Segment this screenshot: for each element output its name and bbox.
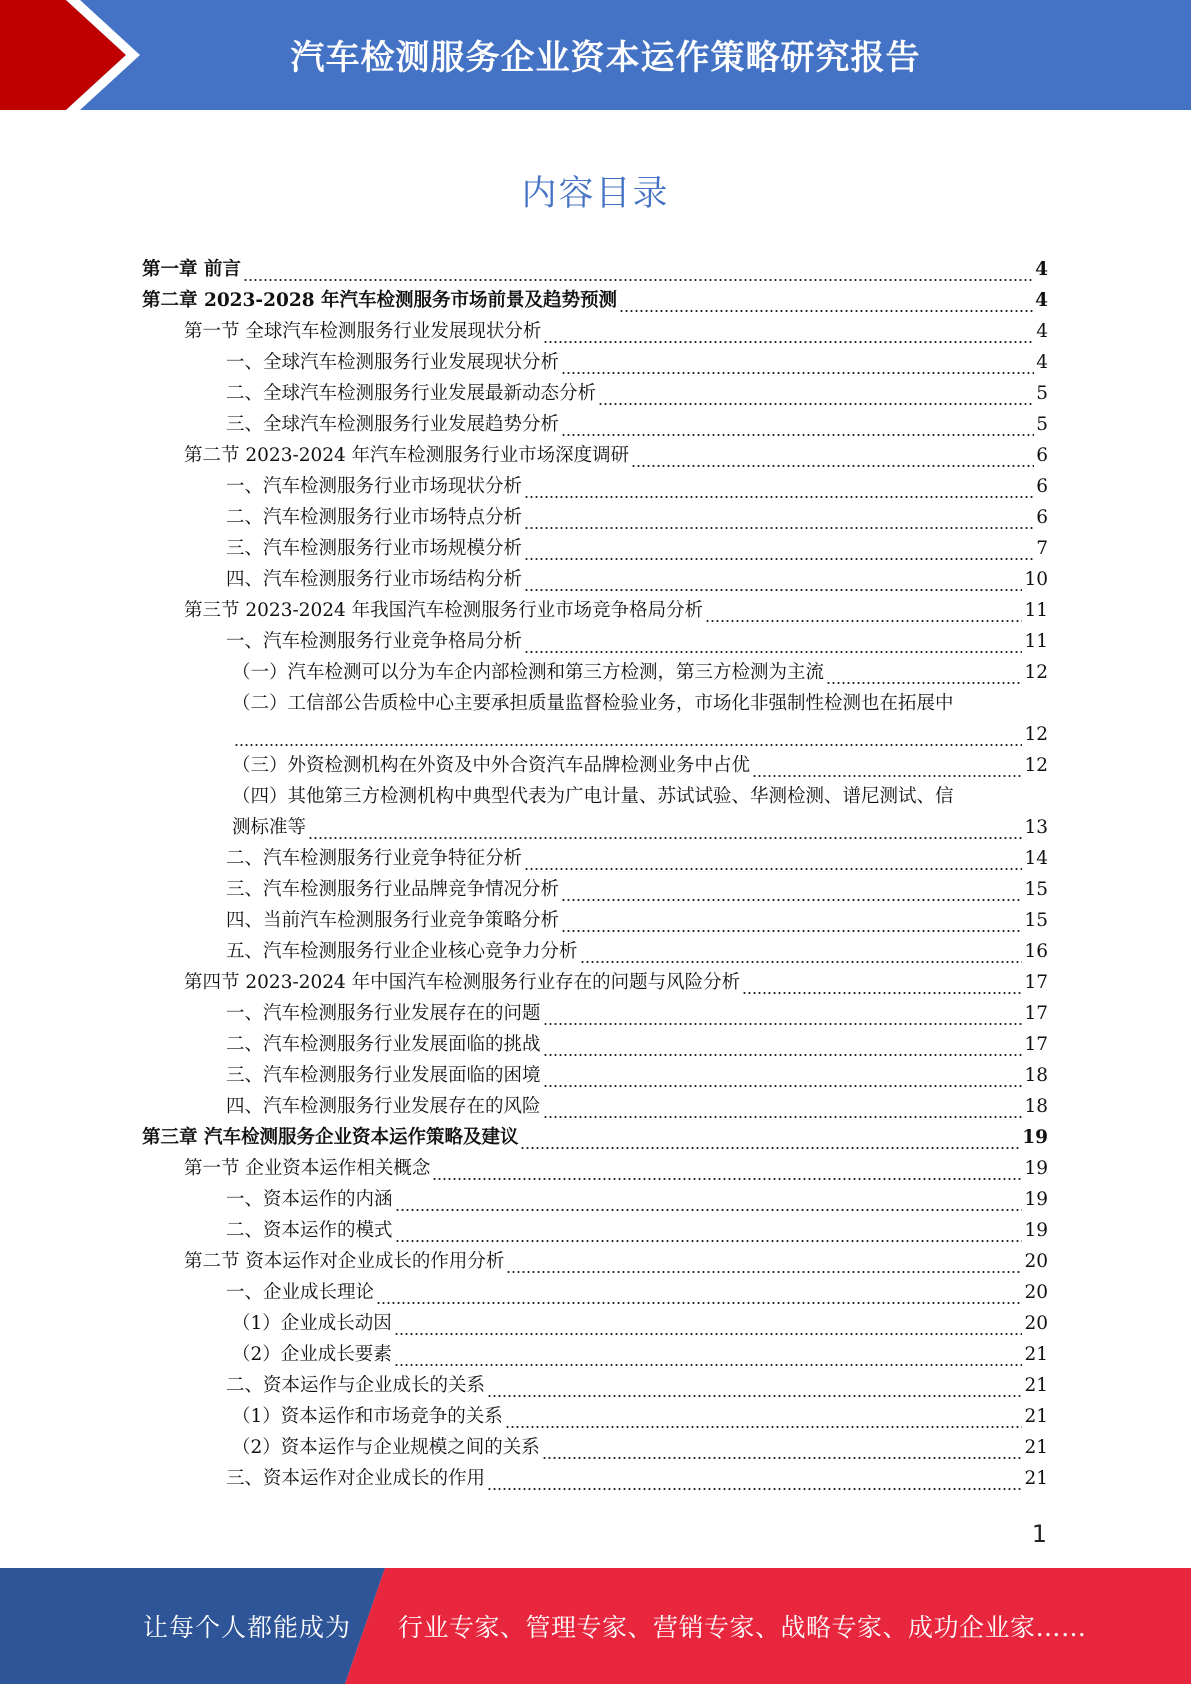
toc-entry[interactable] [142,719,1048,750]
toc-entry-title: （二）工信部公告质检中心主要承担质量监督检验业务，市场化非强制性检测也在拓展中 [232,693,954,714]
toc-page-number: 4 [1035,290,1048,311]
toc-entry-title: 二、汽车检测服务行业发展面临的挑战 [226,1034,541,1055]
toc-entry[interactable] [142,998,1048,1029]
toc-page-number: 18 [1024,1096,1048,1117]
toc-entry-title: （2）企业成长要素 [232,1344,392,1365]
toc-dot-leader [308,812,1022,843]
toc-entry-title: （2）资本运作与企业规模之间的关系 [232,1437,540,1458]
toc-page-number: 12 [1024,755,1048,776]
toc-entry-title: 二、汽车检测服务行业竞争特征分析 [226,848,523,869]
toc-entry[interactable] [142,1308,1048,1339]
toc-dot-leader [543,1091,1023,1122]
page-number: 1 [1031,1520,1047,1548]
toc-dot-leader [506,1246,1022,1277]
toc-page-number: 4 [1036,321,1048,342]
toc-entry-title: 第一节 全球汽车检测服务行业发展现状分析 [184,321,542,342]
toc-dot-leader [524,843,1022,874]
toc-dot-leader [742,967,1022,998]
toc-entry-title: 五、汽车检测服务行业企业核心竞争力分析 [226,941,578,962]
toc-dot-leader [394,1339,1023,1370]
toc-page-number: 19 [1024,1158,1048,1179]
toc-page-number: 17 [1024,1003,1048,1024]
toc-dot-leader [542,1432,1023,1463]
toc-entry-title: 二、资本运作的模式 [226,1220,393,1241]
toc-page-number: 4 [1036,352,1048,373]
toc-entry-title: 三、汽车检测服务行业品牌竞争情况分析 [226,879,560,900]
toc-entry-title: 三、资本运作对企业成长的作用 [226,1468,486,1489]
toc-page-number: 19 [1024,1189,1048,1210]
footer-slogan-left: 让每个人都能成为 [143,1613,352,1642]
toc-entry[interactable] [142,936,1048,967]
toc-dot-leader [520,1122,1020,1153]
toc-dot-leader [243,254,1033,285]
toc-page-number: 5 [1036,414,1048,435]
toc-entry[interactable] [142,1432,1048,1463]
toc-page-number: 6 [1036,445,1048,466]
toc-page-number: 6 [1036,507,1048,528]
toc-page-number: 12 [1024,662,1048,683]
toc-dot-leader [752,750,1022,781]
toc-entry-title: 第四节 2023-2024 年中国汽车检测服务行业存在的问题与风险分析 [184,972,741,993]
toc-entry[interactable] [142,1401,1048,1432]
toc-entry-title: 第二章 2023-2028 年汽车检测服务市场前景及趋势预测 [142,290,618,311]
toc-entry-title: 第二节 资本运作对企业成长的作用分析 [184,1251,505,1272]
toc-dot-leader [487,1370,1022,1401]
toc-entry[interactable] [142,1060,1048,1091]
toc-dot-leader [524,471,1034,502]
toc-entry[interactable] [142,626,1048,657]
toc-dot-leader [432,1153,1022,1184]
report-title: 汽车检测服务企业资本运作策略研究报告 [290,38,921,78]
toc-entry[interactable] [142,1153,1048,1184]
toc-entry-title: 第二节 2023-2024 年汽车检测服务行业市场深度调研 [184,445,630,466]
footer-slogan-right: 行业专家、管理专家、营销专家、战略专家、成功企业家…… [398,1613,1087,1642]
toc-entry[interactable] [142,1339,1048,1370]
toc-entry-title: 一、汽车检测服务行业市场现状分析 [226,476,523,497]
toc-dot-leader [561,347,1034,378]
toc-dot-leader [561,874,1022,905]
toc-entry[interactable] [142,967,1048,998]
header-banner [0,0,1191,110]
toc-entry[interactable] [142,1246,1048,1277]
toc-entry-title: 一、汽车检测服务行业发展存在的问题 [226,1003,541,1024]
toc-entry-title: 一、汽车检测服务行业竞争格局分析 [226,631,523,652]
toc-entry-title: （三）外资检测机构在外资及中外合资汽车品牌检测业务中占优 [232,755,751,776]
toc-dot-leader [524,626,1022,657]
toc-page-number: 10 [1024,569,1048,590]
toc-entry[interactable] [142,1277,1048,1308]
toc-dot-leader [705,595,1022,626]
toc-dot-leader [631,440,1034,471]
toc-entry[interactable] [142,564,1048,595]
toc-entry[interactable] [142,347,1048,378]
toc-page-number: 12 [1024,724,1048,745]
toc-dot-leader [598,378,1034,409]
toc-page-number: 15 [1024,879,1048,900]
toc-entry[interactable] [142,1370,1048,1401]
toc-entry-title: 四、当前汽车检测服务行业竞争策略分析 [226,910,560,931]
toc-entry-title: 第一节 企业资本运作相关概念 [184,1158,431,1179]
toc-page-number: 20 [1024,1251,1048,1272]
toc-dot-leader [524,564,1022,595]
toc-entry[interactable] [142,1029,1048,1060]
toc-page-number: 21 [1024,1344,1048,1365]
toc-entry[interactable] [142,1184,1048,1215]
toc-dot-leader [505,1401,1023,1432]
toc-dot-leader [394,1308,1023,1339]
toc-dot-leader [376,1277,1022,1308]
toc-entry[interactable] [142,409,1048,440]
footer-banner [0,1568,1191,1684]
toc-page-number: 18 [1024,1065,1048,1086]
toc-entry-title: 测标准等 [232,817,307,838]
toc-entry-title: 二、汽车检测服务行业市场特点分析 [226,507,523,528]
toc-dot-leader [524,502,1034,533]
toc-entry[interactable] [142,595,1048,626]
toc-dot-leader [543,998,1023,1029]
toc-page-number: 15 [1024,910,1048,931]
toc-page-number: 21 [1024,1375,1048,1396]
toc-entry-title: 一、全球汽车检测服务行业发展现状分析 [226,352,560,373]
toc-entry-title: 一、资本运作的内涵 [226,1189,393,1210]
toc-page-number: 4 [1035,259,1048,280]
toc-page-number: 16 [1024,941,1048,962]
toc-page-number: 21 [1024,1406,1048,1427]
toc-entry-title: （1）企业成长动因 [232,1313,392,1334]
toc-entry[interactable] [142,812,1048,843]
toc-page-number: 19 [1022,1127,1048,1148]
toc-heading: 内容目录 [521,174,670,214]
toc-page-number: 14 [1024,848,1048,869]
toc-entry[interactable] [142,533,1048,564]
table-of-contents [142,254,1048,1494]
toc-entry[interactable] [142,502,1048,533]
toc-page-number: 11 [1024,600,1048,621]
toc-entry-title: （一）汽车检测可以分为车企内部检测和第三方检测，第三方检测为主流 [232,662,825,683]
toc-entry[interactable] [142,843,1048,874]
toc-entry-title: 一、企业成长理论 [226,1282,375,1303]
toc-page-number: 11 [1024,631,1048,652]
toc-dot-leader [543,316,1034,347]
toc-entry[interactable] [142,688,1048,719]
toc-entry[interactable] [142,285,1048,316]
toc-entry[interactable] [142,781,1048,812]
toc-entry-title: （四）其他第三方检测机构中典型代表为广电计量、苏试试验、华测检测、谱尼测试、信 [232,786,954,807]
toc-entry-title: 三、全球汽车检测服务行业发展趋势分析 [226,414,560,435]
toc-entry[interactable] [142,1091,1048,1122]
toc-page-number: 17 [1024,972,1048,993]
toc-dot-leader [234,719,1022,750]
toc-entry[interactable] [142,905,1048,936]
toc-entry[interactable] [142,1122,1048,1153]
toc-entry[interactable] [142,254,1048,285]
toc-entry-title: 二、全球汽车检测服务行业发展最新动态分析 [226,383,597,404]
toc-dot-leader [580,936,1023,967]
toc-entry-title: 第一章 前言 [142,259,241,280]
toc-page-number: 7 [1036,538,1048,559]
toc-page-number: 17 [1024,1034,1048,1055]
toc-page-number: 13 [1024,817,1048,838]
toc-dot-leader [826,657,1022,688]
toc-entry[interactable] [142,657,1048,688]
toc-entry-title: 三、汽车检测服务行业发展面临的困境 [226,1065,541,1086]
toc-entry[interactable] [142,1463,1048,1494]
toc-entry-title: 三、汽车检测服务行业市场规模分析 [226,538,523,559]
toc-entry-title: 第三节 2023-2024 年我国汽车检测服务行业市场竞争格局分析 [184,600,704,621]
toc-page-number: 6 [1036,476,1048,497]
toc-entry-title: 二、资本运作与企业成长的关系 [226,1375,486,1396]
toc-page-number: 19 [1024,1220,1048,1241]
toc-page-number: 21 [1024,1437,1048,1458]
toc-page-number: 20 [1024,1313,1048,1334]
toc-dot-leader [487,1463,1022,1494]
toc-dot-leader [395,1215,1023,1246]
toc-dot-leader [395,1184,1023,1215]
toc-dot-leader [619,285,1033,316]
toc-entry[interactable] [142,471,1048,502]
toc-entry[interactable] [142,316,1048,347]
toc-page-number: 20 [1024,1282,1048,1303]
toc-page-number: 21 [1024,1468,1048,1489]
toc-page-number: 5 [1036,383,1048,404]
toc-entry[interactable] [142,1215,1048,1246]
toc-entry-title: 四、汽车检测服务行业市场结构分析 [226,569,523,590]
toc-dot-leader [561,409,1034,440]
toc-entry[interactable] [142,874,1048,905]
toc-entry[interactable] [142,440,1048,471]
toc-dot-leader [561,905,1022,936]
toc-entry[interactable] [142,378,1048,409]
toc-entry-title: 第三章 汽车检测服务企业资本运作策略及建议 [142,1127,519,1148]
toc-entry-title: （1）资本运作和市场竞争的关系 [232,1406,503,1427]
toc-dot-leader [543,1029,1023,1060]
toc-entry-title: 四、汽车检测服务行业发展存在的风险 [226,1096,541,1117]
toc-dot-leader [543,1060,1023,1091]
toc-entry[interactable] [142,750,1048,781]
toc-dot-leader [524,533,1034,564]
